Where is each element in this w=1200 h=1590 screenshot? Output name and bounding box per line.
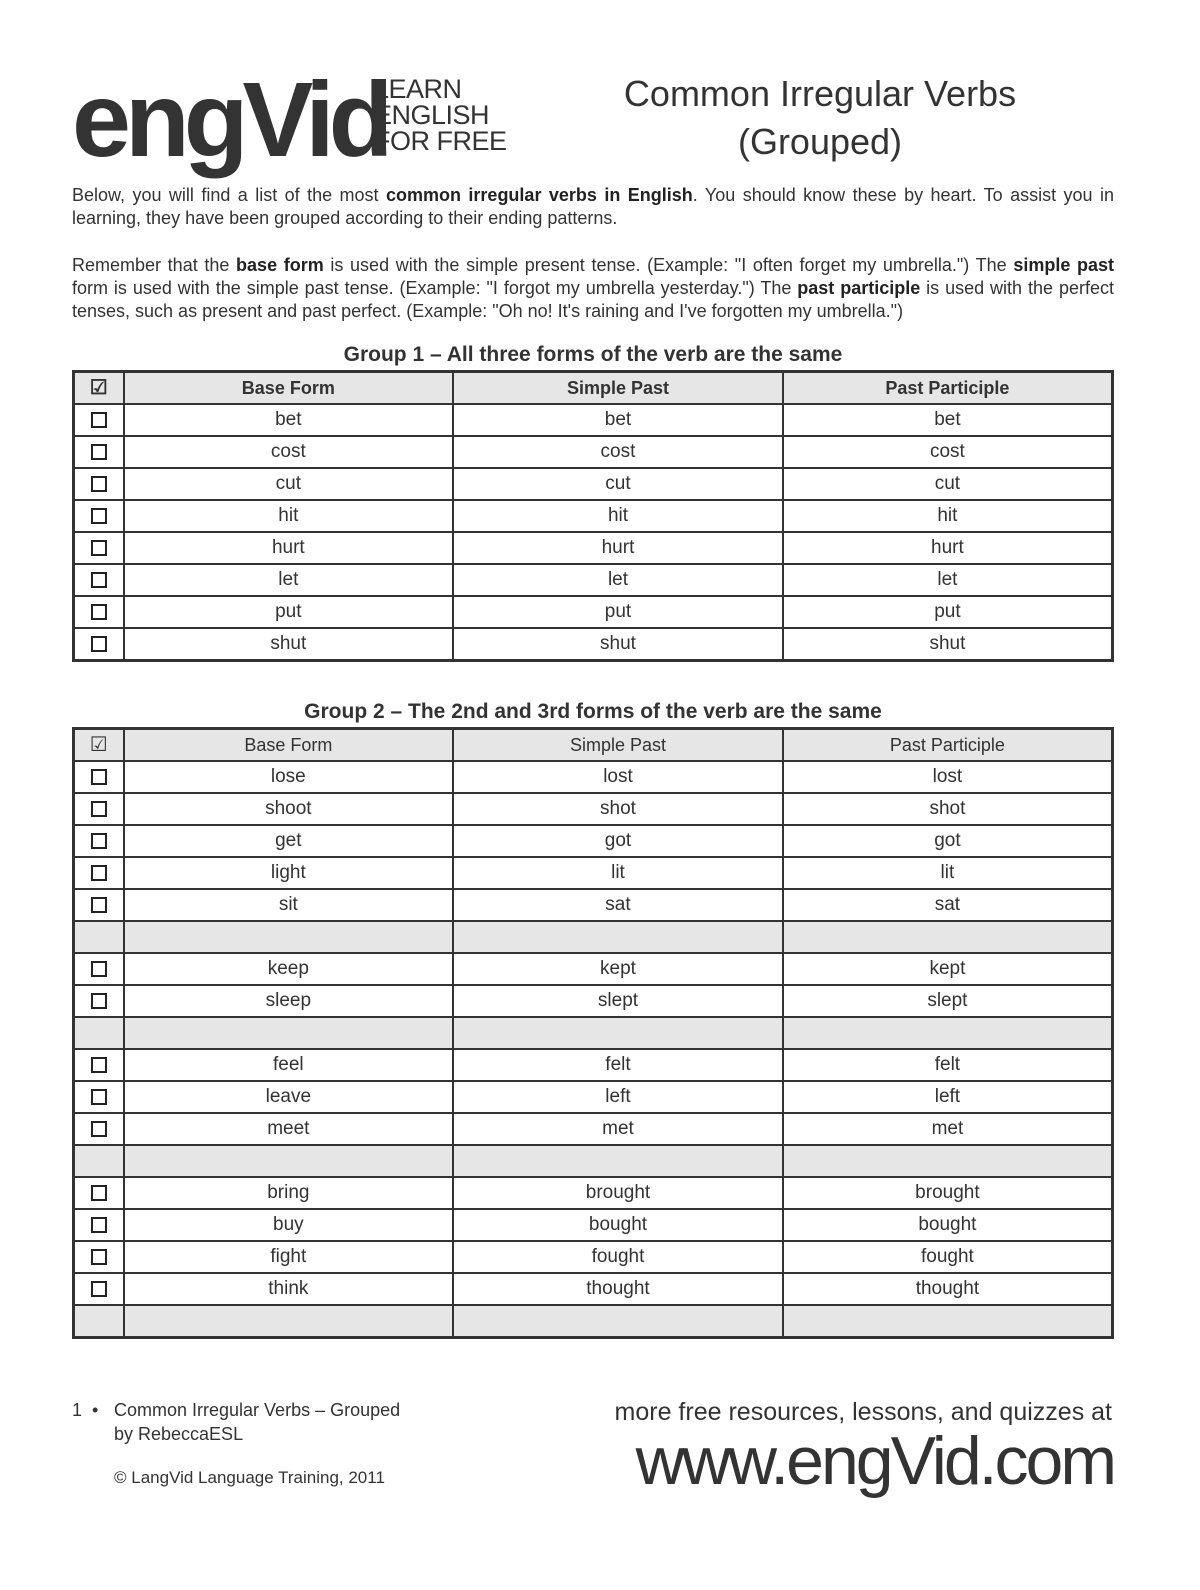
row-checkbox[interactable] <box>74 1273 124 1305</box>
table-row <box>74 1241 1113 1273</box>
cell-base-form: meet <box>124 1113 454 1145</box>
cell-past-participle: cut <box>783 468 1113 500</box>
header-past-participle: Past Participle <box>783 729 1113 762</box>
cell-base-form: cut <box>124 468 454 500</box>
row-checkbox[interactable] <box>74 953 124 985</box>
logo-tag-line: FOR FREE <box>374 126 507 156</box>
checkbox-icon[interactable] <box>91 865 107 881</box>
row-checkbox[interactable] <box>74 1177 124 1209</box>
checkbox-icon[interactable] <box>91 508 107 524</box>
cell-base-form: leave <box>124 1081 454 1113</box>
intro-text <box>72 184 1114 347</box>
checkbox-icon[interactable] <box>91 897 107 913</box>
intro-paragraph-2: Remember that the base form is used with the simple present tense. (Example: "I often forget my umbrella.") The simple past form is used with the simple past tense. (Example: "I forgot my umbrella yesterday.") The past participle is used with the perfect tenses, such as present and past perfect. (Example: "Oh no! It's raining and I've forgotten my umbrella.") <box>72 255 1115 321</box>
cell-simple-past: lit <box>453 857 783 889</box>
cell-simple-past: shut <box>453 628 783 661</box>
cell-simple-past: slept <box>453 985 783 1017</box>
cell-past-participle: thought <box>783 1273 1113 1305</box>
spacer-cell <box>74 1145 124 1177</box>
cell-base-form: bet <box>124 404 454 436</box>
table-row <box>74 468 1113 500</box>
cell-past-participle: sat <box>783 889 1113 921</box>
cell-base-form: think <box>124 1273 454 1305</box>
group2-table <box>72 727 1114 1339</box>
checkbox-icon[interactable] <box>91 636 107 652</box>
footer-promo: more free resources, lessons, and quizzes at <box>614 1398 1112 1426</box>
table-row <box>74 1273 1113 1305</box>
checkbox-icon[interactable] <box>91 1185 107 1201</box>
check-all-icon[interactable]: ☑ <box>74 729 124 762</box>
page-title <box>580 70 1060 166</box>
spacer-cell <box>124 1305 454 1338</box>
spacer-cell <box>453 921 783 953</box>
cell-base-form: get <box>124 825 454 857</box>
cell-base-form: cost <box>124 436 454 468</box>
checkbox-icon[interactable] <box>91 1249 107 1265</box>
cell-base-form: light <box>124 857 454 889</box>
intro-paragraph-1: Below, you will find a list of the most common irregular verbs in English. You should know these by heart. To assist you in learning, they have been grouped according to their ending patterns. <box>72 185 1114 228</box>
header-base-form: Base Form <box>124 372 454 405</box>
row-checkbox[interactable] <box>74 889 124 921</box>
table-row <box>74 1209 1113 1241</box>
cell-past-participle: let <box>783 564 1113 596</box>
spacer-cell <box>124 921 454 953</box>
cell-simple-past: brought <box>453 1177 783 1209</box>
group2-title: Group 2 – The 2nd and 3rd forms of the verb are the same <box>304 700 882 723</box>
cell-past-participle: bought <box>783 1209 1113 1241</box>
cell-base-form: bring <box>124 1177 454 1209</box>
footer-url-link[interactable]: www.engVid.com <box>635 1423 1114 1499</box>
row-checkbox[interactable] <box>74 468 124 500</box>
logo-tagline <box>374 76 507 154</box>
cell-base-form: feel <box>124 1049 454 1081</box>
table-row <box>74 628 1113 661</box>
header-simple-past: Simple Past <box>453 729 783 762</box>
row-checkbox[interactable] <box>74 761 124 793</box>
row-checkbox[interactable] <box>74 564 124 596</box>
checkbox-icon[interactable] <box>91 993 107 1009</box>
table-row <box>74 889 1113 921</box>
spacer-cell <box>783 1145 1113 1177</box>
table-row <box>74 1113 1113 1145</box>
table-row <box>74 857 1113 889</box>
spacer-cell <box>74 1017 124 1049</box>
row-checkbox[interactable] <box>74 985 124 1017</box>
cell-simple-past: met <box>453 1113 783 1145</box>
footer-doc-title: Common Irregular Verbs – Grouped <box>114 1400 401 1420</box>
header-past-participle: Past Participle <box>783 372 1113 405</box>
table-row <box>74 761 1113 793</box>
cell-past-participle: left <box>783 1081 1113 1113</box>
footer-doc-info <box>72 1398 400 1446</box>
cell-simple-past: hurt <box>453 532 783 564</box>
header-simple-past: Simple Past <box>453 372 783 405</box>
spacer-cell <box>453 1145 783 1177</box>
table-header-row <box>74 372 1113 405</box>
row-checkbox[interactable] <box>74 793 124 825</box>
cell-base-form: sleep <box>124 985 454 1017</box>
cell-past-participle: got <box>783 825 1113 857</box>
checkbox-icon[interactable] <box>91 540 107 556</box>
cell-simple-past: cut <box>453 468 783 500</box>
row-checkbox[interactable] <box>74 825 124 857</box>
table-row <box>74 596 1113 628</box>
checkbox-icon[interactable] <box>91 1281 107 1297</box>
spacer-cell <box>74 921 124 953</box>
checkbox-icon[interactable] <box>91 1217 107 1233</box>
spacer-cell <box>124 1017 454 1049</box>
header-base-form: Base Form <box>124 729 454 762</box>
group1-table <box>72 370 1114 662</box>
cell-simple-past: bet <box>453 404 783 436</box>
table-row <box>74 793 1113 825</box>
cell-base-form: sit <box>124 889 454 921</box>
cell-base-form: hurt <box>124 532 454 564</box>
row-checkbox[interactable] <box>74 1081 124 1113</box>
row-checkbox[interactable] <box>74 857 124 889</box>
checkbox-icon[interactable] <box>91 476 107 492</box>
table-row <box>74 532 1113 564</box>
table-row <box>74 500 1113 532</box>
spacer-row <box>74 1145 1113 1177</box>
checkbox-icon[interactable] <box>91 833 107 849</box>
cell-past-participle: fought <box>783 1241 1113 1273</box>
checkbox-icon[interactable] <box>91 604 107 620</box>
table-row <box>74 1081 1113 1113</box>
cell-past-participle: hit <box>783 500 1113 532</box>
spacer-cell <box>783 1017 1113 1049</box>
table-row <box>74 564 1113 596</box>
table-row <box>74 436 1113 468</box>
spacer-cell <box>783 1305 1113 1338</box>
spacer-row <box>74 1305 1113 1338</box>
row-checkbox[interactable] <box>74 1209 124 1241</box>
cell-past-participle: lost <box>783 761 1113 793</box>
cell-simple-past: lost <box>453 761 783 793</box>
page-title-line2: (Grouped) <box>737 121 903 162</box>
check-all-icon[interactable]: ☑ <box>74 372 124 405</box>
spacer-row <box>74 921 1113 953</box>
cell-past-participle: felt <box>783 1049 1113 1081</box>
cell-base-form: shut <box>124 628 454 661</box>
page-title-line1: Common Irregular Verbs <box>623 73 1017 114</box>
table-row <box>74 953 1113 985</box>
cell-base-form: buy <box>124 1209 454 1241</box>
table-row <box>74 1177 1113 1209</box>
spacer-cell <box>453 1017 783 1049</box>
cell-simple-past: hit <box>453 500 783 532</box>
cell-simple-past: bought <box>453 1209 783 1241</box>
row-checkbox[interactable] <box>74 596 124 628</box>
checkbox-icon[interactable] <box>91 1121 107 1137</box>
spacer-row <box>74 1017 1113 1049</box>
checkbox-icon[interactable] <box>91 1057 107 1073</box>
copyright: © LangVid Language Training, 2011 <box>114 1468 385 1487</box>
cell-past-participle: slept <box>783 985 1113 1017</box>
cell-base-form: lose <box>124 761 454 793</box>
cell-simple-past: got <box>453 825 783 857</box>
row-checkbox[interactable] <box>74 1113 124 1145</box>
table-row <box>74 404 1113 436</box>
row-checkbox[interactable] <box>74 404 124 436</box>
row-checkbox[interactable] <box>74 1049 124 1081</box>
table-row <box>74 1049 1113 1081</box>
cell-past-participle: shut <box>783 628 1113 661</box>
cell-base-form: fight <box>124 1241 454 1273</box>
cell-simple-past: fought <box>453 1241 783 1273</box>
logo-tag-line: LEARN <box>374 74 462 104</box>
spacer-cell <box>783 921 1113 953</box>
cell-base-form: shoot <box>124 793 454 825</box>
cell-past-participle: shot <box>783 793 1113 825</box>
table-row <box>74 985 1113 1017</box>
checkbox-icon[interactable] <box>91 412 107 428</box>
footer-author: by RebeccaESL <box>114 1424 244 1444</box>
cell-base-form: keep <box>124 953 454 985</box>
group1-title: Group 1 – All three forms of the verb are the same <box>343 343 843 366</box>
cell-simple-past: kept <box>453 953 783 985</box>
row-checkbox[interactable] <box>74 436 124 468</box>
cell-simple-past: put <box>453 596 783 628</box>
row-checkbox[interactable] <box>74 628 124 661</box>
cell-simple-past: thought <box>453 1273 783 1305</box>
spacer-cell <box>74 1305 124 1338</box>
cell-simple-past: left <box>453 1081 783 1113</box>
logo-tag-line: ENGLISH <box>374 100 490 130</box>
checkbox-icon[interactable] <box>91 572 107 588</box>
cell-past-participle: bet <box>783 404 1113 436</box>
cell-simple-past: shot <box>453 793 783 825</box>
checkbox-icon[interactable] <box>91 801 107 817</box>
cell-past-participle: put <box>783 596 1113 628</box>
checkbox-icon[interactable] <box>91 1089 107 1105</box>
cell-past-participle: hurt <box>783 532 1113 564</box>
table-header-row <box>74 729 1113 762</box>
cell-past-participle: brought <box>783 1177 1113 1209</box>
cell-past-participle: kept <box>783 953 1113 985</box>
cell-simple-past: let <box>453 564 783 596</box>
cell-base-form: let <box>124 564 454 596</box>
spacer-cell <box>453 1305 783 1338</box>
checkbox-icon[interactable] <box>91 769 107 785</box>
checkbox-icon[interactable] <box>91 961 107 977</box>
page-number: 1 • <box>72 1400 99 1420</box>
cell-past-participle: met <box>783 1113 1113 1145</box>
cell-base-form: put <box>124 596 454 628</box>
cell-simple-past: felt <box>453 1049 783 1081</box>
checkbox-icon[interactable] <box>91 444 107 460</box>
cell-simple-past: sat <box>453 889 783 921</box>
cell-past-participle: cost <box>783 436 1113 468</box>
cell-simple-past: cost <box>453 436 783 468</box>
table-row <box>74 825 1113 857</box>
row-checkbox[interactable] <box>74 500 124 532</box>
logo-wordmark: engVid <box>72 61 388 179</box>
row-checkbox[interactable] <box>74 1241 124 1273</box>
cell-past-participle: lit <box>783 857 1113 889</box>
row-checkbox[interactable] <box>74 532 124 564</box>
cell-base-form: hit <box>124 500 454 532</box>
spacer-cell <box>124 1145 454 1177</box>
